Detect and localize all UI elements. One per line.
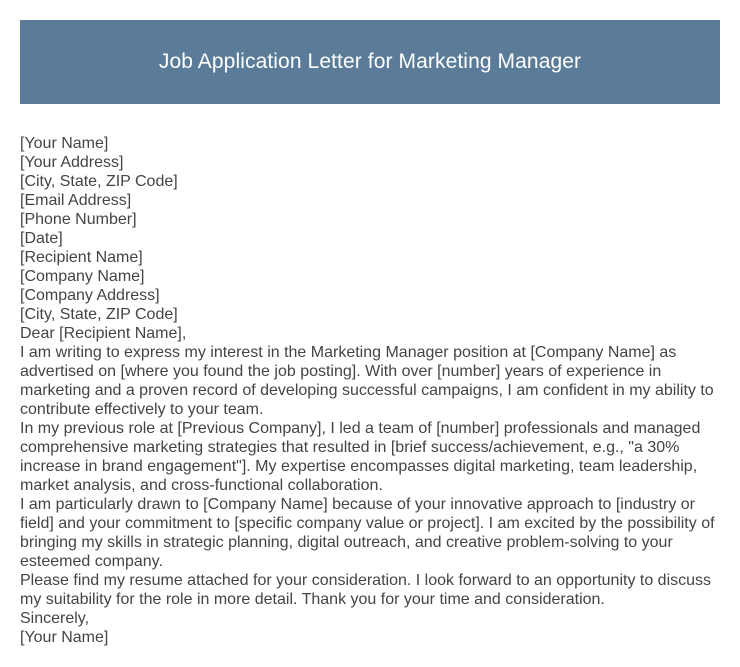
- closing: Sincerely,: [20, 610, 90, 627]
- sender-phone: [Phone Number]: [20, 211, 137, 228]
- recipient-company-address: [Company Address]: [20, 287, 160, 304]
- sender-address: [Your Address]: [20, 154, 124, 171]
- sender-name: [Your Name]: [20, 135, 109, 152]
- letter-body: [20, 134, 724, 647]
- signature: [Your Name]: [20, 629, 109, 646]
- paragraph-experience: In my previous role at [Previous Company], I led a team of [number] professionals and managed comprehensive marketing strategies that resulted in [brief success/achievement, e.g., "a 30% increase in brand engagement"]. My expertise encompasses digital marketing, team leadership, market analysis, and cross-functional collaboration.: [20, 420, 701, 494]
- sender-city-state-zip: [City, State, ZIP Code]: [20, 173, 178, 190]
- sender-email: [Email Address]: [20, 192, 132, 209]
- paragraph-intro: I am writing to express my interest in the Marketing Manager position at [Company Name] as advertised on [where you found the job posting]. With over [number] years of experience in marketing and a proven record of developing successful campaigns, I am confident in my ability to contribute effectively to your team.: [20, 344, 714, 418]
- paragraph-motivation: I am particularly drawn to [Company Name] because of your innovative approach to [industry or field] and your commitment to [specific company value or project]. I am excited by the possibility of bringing my skills in strategic planning, digital outreach, and creative problem-solving to your esteemed company.: [20, 496, 715, 570]
- paragraph-closing-remarks: Please find my resume attached for your consideration. I look forward to an opportunity to discuss my suitability for the role in more detail. Thank you for your time and consideration.: [20, 572, 712, 608]
- recipient-city-state-zip: [City, State, ZIP Code]: [20, 306, 178, 323]
- title-banner: [20, 20, 720, 104]
- recipient-company: [Company Name]: [20, 268, 145, 285]
- page-title: Job Application Letter for Marketing Manager: [158, 50, 582, 73]
- letter-date: [Date]: [20, 230, 63, 247]
- recipient-name: [Recipient Name]: [20, 249, 143, 266]
- salutation: Dear [Recipient Name],: [20, 325, 187, 342]
